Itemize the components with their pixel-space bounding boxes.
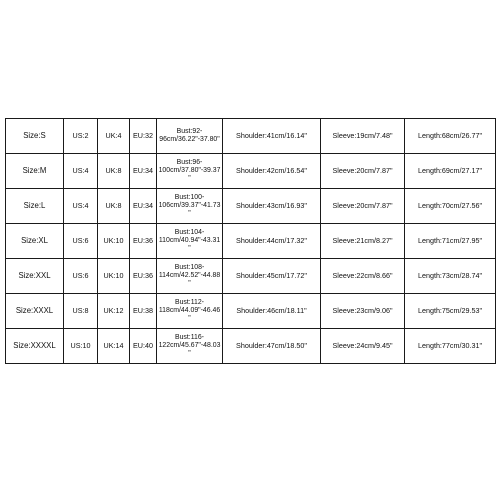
table-row (6, 259, 496, 294)
sleeve-cell: Sleeve:23cm/9.06" (321, 294, 405, 329)
eu-size-cell: EU:32 (130, 119, 157, 154)
length-cell: Length:69cm/27.17" (405, 154, 496, 189)
uk-size-cell: UK:10 (98, 259, 130, 294)
eu-size-cell: EU:38 (130, 294, 157, 329)
shoulder-cell: Shoulder:44cm/17.32" (223, 224, 321, 259)
uk-size-cell: UK:8 (98, 154, 130, 189)
table-row (6, 329, 496, 364)
size-cell: Size:S (6, 119, 64, 154)
table-row (6, 154, 496, 189)
length-cell: Length:68cm/26.77" (405, 119, 496, 154)
us-size-cell: US:2 (64, 119, 98, 154)
uk-size-cell: UK:14 (98, 329, 130, 364)
sleeve-cell: Sleeve:19cm/7.48" (321, 119, 405, 154)
sleeve-cell: Sleeve:22cm/8.66" (321, 259, 405, 294)
us-size-cell: US:6 (64, 259, 98, 294)
eu-size-cell: EU:36 (130, 259, 157, 294)
table-row (6, 119, 496, 154)
size-cell: Size:L (6, 189, 64, 224)
eu-size-cell: EU:40 (130, 329, 157, 364)
length-cell: Length:77cm/30.31" (405, 329, 496, 364)
shoulder-cell: Shoulder:46cm/18.11" (223, 294, 321, 329)
uk-size-cell: UK:10 (98, 224, 130, 259)
length-cell: Length:70cm/27.56" (405, 189, 496, 224)
shoulder-cell: Shoulder:45cm/17.72" (223, 259, 321, 294)
sleeve-cell: Sleeve:24cm/9.45" (321, 329, 405, 364)
size-chart-table (5, 118, 496, 364)
size-cell: Size:XXL (6, 259, 64, 294)
uk-size-cell: UK:4 (98, 119, 130, 154)
bust-cell: Bust:100-106cm/39.37"-41.73" (157, 189, 223, 224)
shoulder-cell: Shoulder:47cm/18.50" (223, 329, 321, 364)
uk-size-cell: UK:8 (98, 189, 130, 224)
shoulder-cell: Shoulder:41cm/16.14" (223, 119, 321, 154)
sleeve-cell: Sleeve:20cm/7.87" (321, 189, 405, 224)
bust-cell: Bust:108-114cm/42.52"-44.88" (157, 259, 223, 294)
length-cell: Length:73cm/28.74" (405, 259, 496, 294)
eu-size-cell: EU:36 (130, 224, 157, 259)
size-cell: Size:XXXXL (6, 329, 64, 364)
us-size-cell: US:10 (64, 329, 98, 364)
eu-size-cell: EU:34 (130, 189, 157, 224)
uk-size-cell: UK:12 (98, 294, 130, 329)
bust-cell: Bust:112-118cm/44.09"-46.46" (157, 294, 223, 329)
table-row (6, 294, 496, 329)
table-row (6, 224, 496, 259)
us-size-cell: US:4 (64, 154, 98, 189)
bust-cell: Bust:116-122cm/45.67"-48.03" (157, 329, 223, 364)
size-cell: Size:XXXL (6, 294, 64, 329)
bust-cell: Bust:104-110cm/40.94"-43.31" (157, 224, 223, 259)
table-row (6, 189, 496, 224)
sleeve-cell: Sleeve:21cm/8.27" (321, 224, 405, 259)
us-size-cell: US:6 (64, 224, 98, 259)
size-cell: Size:M (6, 154, 64, 189)
us-size-cell: US:4 (64, 189, 98, 224)
size-chart-body (6, 119, 496, 364)
eu-size-cell: EU:34 (130, 154, 157, 189)
us-size-cell: US:8 (64, 294, 98, 329)
sleeve-cell: Sleeve:20cm/7.87" (321, 154, 405, 189)
shoulder-cell: Shoulder:42cm/16.54" (223, 154, 321, 189)
size-cell: Size:XL (6, 224, 64, 259)
length-cell: Length:75cm/29.53" (405, 294, 496, 329)
bust-cell: Bust:92-96cm/36.22"-37.80" (157, 119, 223, 154)
length-cell: Length:71cm/27.95" (405, 224, 496, 259)
bust-cell: Bust:96-100cm/37.80"-39.37" (157, 154, 223, 189)
shoulder-cell: Shoulder:43cm/16.93" (223, 189, 321, 224)
